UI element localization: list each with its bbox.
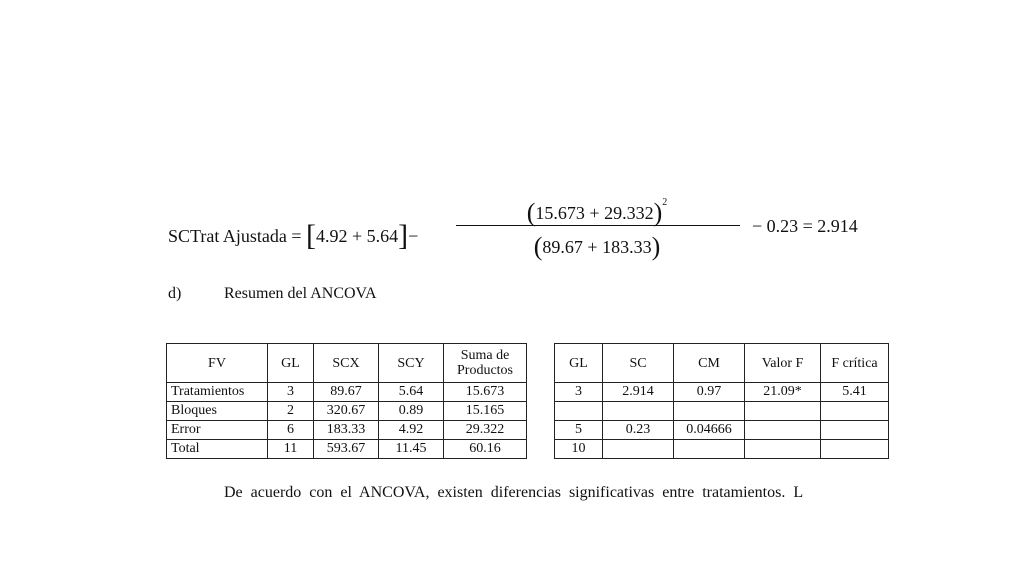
table-cell: 6	[268, 421, 314, 440]
formula-numerator: $(15.673 + 29.332)^2$	[526, 197, 668, 227]
table-cell: 3	[268, 383, 314, 402]
table-row	[167, 402, 527, 421]
table-cell: 11	[268, 440, 314, 459]
table-row	[167, 440, 527, 459]
formula-bracket-content: 4.92 + 5.64	[316, 226, 399, 246]
table-cell: 3	[555, 383, 603, 402]
table-cell: 5	[555, 421, 603, 440]
formula-rhs: − 0.23 = 2.914	[752, 216, 858, 236]
table-cell: 10	[555, 440, 603, 459]
table-cell	[821, 402, 889, 421]
table-cell: 60.16	[444, 440, 527, 459]
table-row	[555, 440, 889, 459]
table-cell: 5.41	[821, 383, 889, 402]
table-cell	[821, 421, 889, 440]
header-fv: FV	[167, 344, 268, 383]
ancova-table-left	[166, 343, 527, 459]
header-cm: CM	[674, 344, 745, 383]
table-row	[555, 402, 889, 421]
table-cell: 29.322	[444, 421, 527, 440]
table-row	[167, 383, 527, 402]
table-cell	[745, 402, 821, 421]
table-cell	[745, 421, 821, 440]
table-cell: 5.64	[379, 383, 444, 402]
adjusted-treatment-sum-of-squares-formula	[168, 196, 858, 262]
table-cell: 0.04666	[674, 421, 745, 440]
table-cell: Total	[167, 440, 268, 459]
ancova-table-right	[554, 343, 889, 459]
table-cell	[674, 402, 745, 421]
table-cell: 2.914	[603, 383, 674, 402]
formula-bracket-close: ]	[398, 219, 409, 252]
formula-lhs-label: SCTrat Ajustada =	[168, 226, 302, 246]
header-sc: SC	[603, 344, 674, 383]
table-cell: 11.45	[379, 440, 444, 459]
table-cell: 21.09*	[745, 383, 821, 402]
table-cell: Bloques	[167, 402, 268, 421]
table-cell: 15.673	[444, 383, 527, 402]
table-cell: 89.67	[314, 383, 379, 402]
table-cell	[674, 440, 745, 459]
header-scy: SCY	[379, 344, 444, 383]
table-row	[555, 421, 889, 440]
header-gl: GL	[555, 344, 603, 383]
table-cell: 0.23	[603, 421, 674, 440]
table-cell: Tratamientos	[167, 383, 268, 402]
table-cell	[603, 402, 674, 421]
formula-fraction-bar	[456, 225, 740, 226]
table-cell	[745, 440, 821, 459]
header-suma-productos: Suma de Productos	[444, 344, 527, 383]
formula-exponent: 2	[662, 197, 668, 208]
table-cell: 0.89	[379, 402, 444, 421]
section-label: d)	[168, 285, 182, 302]
table-cell: 593.67	[314, 440, 379, 459]
table-cell: 15.165	[444, 402, 527, 421]
table-header-row	[167, 344, 527, 383]
header-scx: SCX	[314, 344, 379, 383]
formula-denominator: (89.67 + 183.33)	[533, 232, 661, 261]
formula-denominator-text: 89.67 + 183.33	[542, 237, 652, 257]
formula-bracket-open: [	[306, 219, 317, 252]
table-cell: 0.97	[674, 383, 745, 402]
section-heading	[168, 285, 377, 303]
table-row	[167, 421, 527, 440]
table-cell	[555, 402, 603, 421]
table-cell	[603, 440, 674, 459]
table-cell: 2	[268, 402, 314, 421]
table-cell: 183.33	[314, 421, 379, 440]
conclusion-text: De acuerdo con el ANCOVA, existen diferencias significativas entre tratamientos. L	[224, 484, 804, 501]
header-valor-f: Valor F	[745, 344, 821, 383]
table-cell	[821, 440, 889, 459]
table-cell: 320.67	[314, 402, 379, 421]
header-gl: GL	[268, 344, 314, 383]
section-title: Resumen del ANCOVA	[224, 285, 377, 302]
table-header-row	[555, 344, 889, 383]
formula-numerator-text: 15.673 + 29.332	[535, 203, 654, 223]
table-row	[555, 383, 889, 402]
table-cell: 4.92	[379, 421, 444, 440]
header-f-critica: F crítica	[821, 344, 889, 383]
formula-minus: −	[408, 226, 419, 246]
table-cell: Error	[167, 421, 268, 440]
